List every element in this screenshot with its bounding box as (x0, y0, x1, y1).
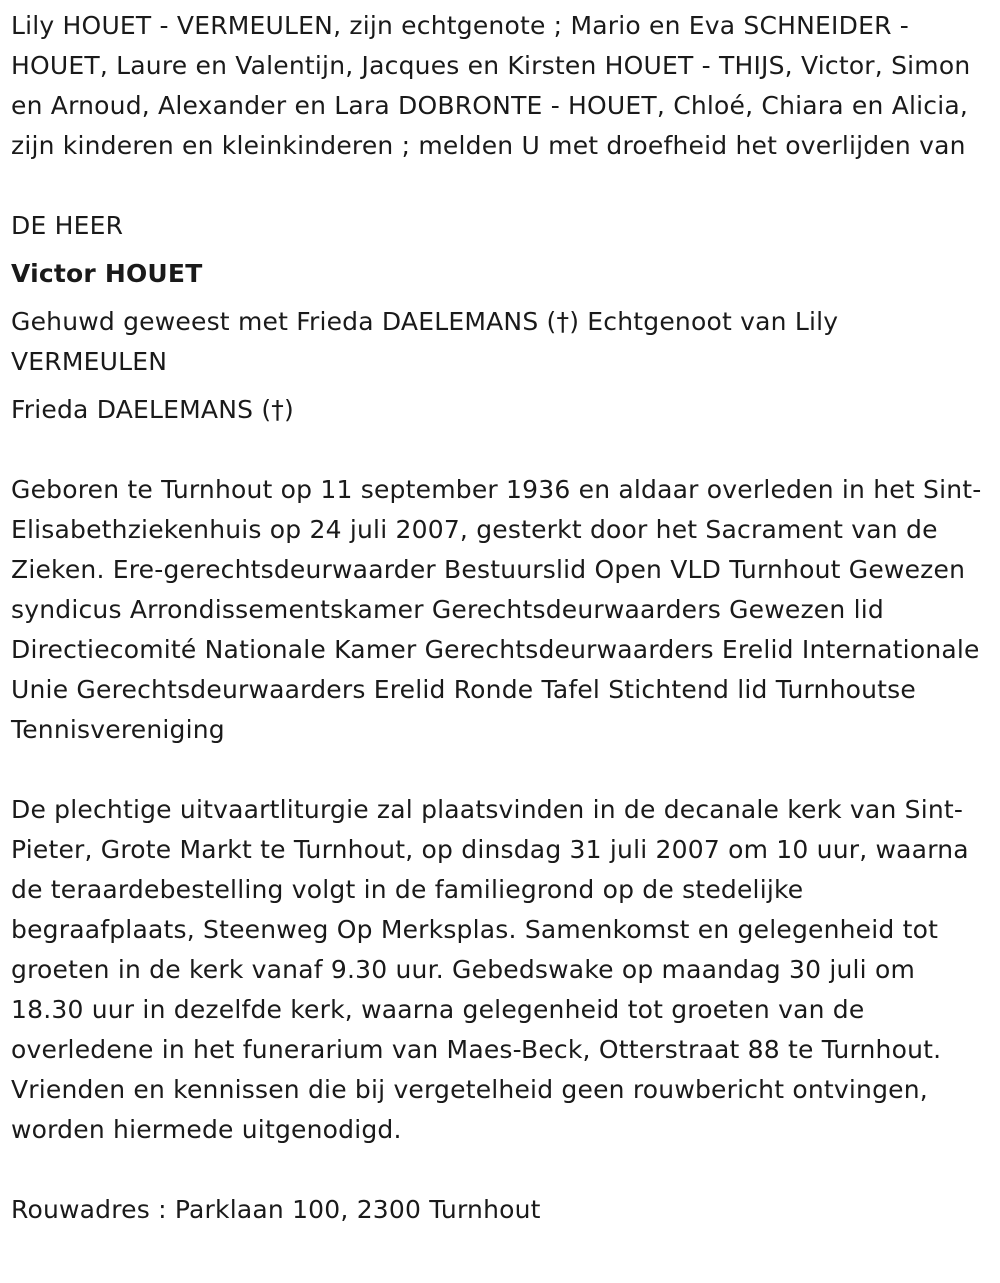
mourning-address: Rouwadres : Parklaan 100, 2300 Turnhout (11, 1195, 541, 1224)
death-notice (11, 6, 991, 1230)
intro-paragraph: Lily HOUET - VERMEULEN, zijn echtgenote ; Mario en Eva SCHNEIDER - HOUET, Laure en Valentijn, Jacques en Kirsten HOUET - THIJS, Victor, Simon en Arnoud, Alexander en Lara DOBRONTE - HOUET, Chloé, Chiara en Alicia, zijn kinderen en kleinkinderen ; melden U met droefheid het overlijden van (11, 11, 971, 160)
deceased-name: Victor HOUET (11, 259, 203, 288)
spacer (11, 430, 991, 470)
spacer (11, 166, 991, 206)
funeral-paragraph: De plechtige uitvaartliturgie zal plaatsvinden in de decanale kerk van Sint-Pieter, Grote Markt te Turnhout, op dinsdag 31 juli 2007 om 10 uur, waarna de teraardebestelling volgt in de familiegrond op de stedelijke begraafplaats, Steenweg Op Merksplas. Samenkomst en gelegenheid tot groeten in de kerk vanaf 9.30 uur. Gebedswake op maandag 30 juli om 18.30 uur in dezelfde kerk, waarna gelegenheid tot groeten van de overledene in het funerarium van Maes-Beck, Otterstraat 88 te Turnhout. Vrienden en kennissen die bij vergetelheid geen rouwbericht ontvingen, worden hiermede uitgenodigd. (11, 795, 969, 1144)
spouse-info-secondary: Frieda DAELEMANS (†) (11, 395, 294, 424)
spacer (11, 1150, 991, 1190)
honorific-title: DE HEER (11, 211, 124, 240)
spouse-info: Gehuwd geweest met Frieda DAELEMANS (†) Echtgenoot van Lily VERMEULEN (11, 307, 839, 376)
spacer (11, 750, 991, 790)
biography-paragraph: Geboren te Turnhout op 11 september 1936 en aldaar overleden in het Sint-Elisabethziekenhuis op 24 juli 2007, gesterkt door het Sacrament van de Zieken. Ere-gerechtsdeurwaarder Bestuurslid Open VLD Turnhout Gewezen syndicus Arrondissementskamer Gerechtsdeurwaarders Gewezen lid Directiecomité Nationale Kamer Gerechtsdeurwaarders Erelid Internationale Unie Gerechtsdeurwaarders Erelid Ronde Tafel Stichtend lid Turnhoutse Tennisvereniging (11, 475, 982, 744)
